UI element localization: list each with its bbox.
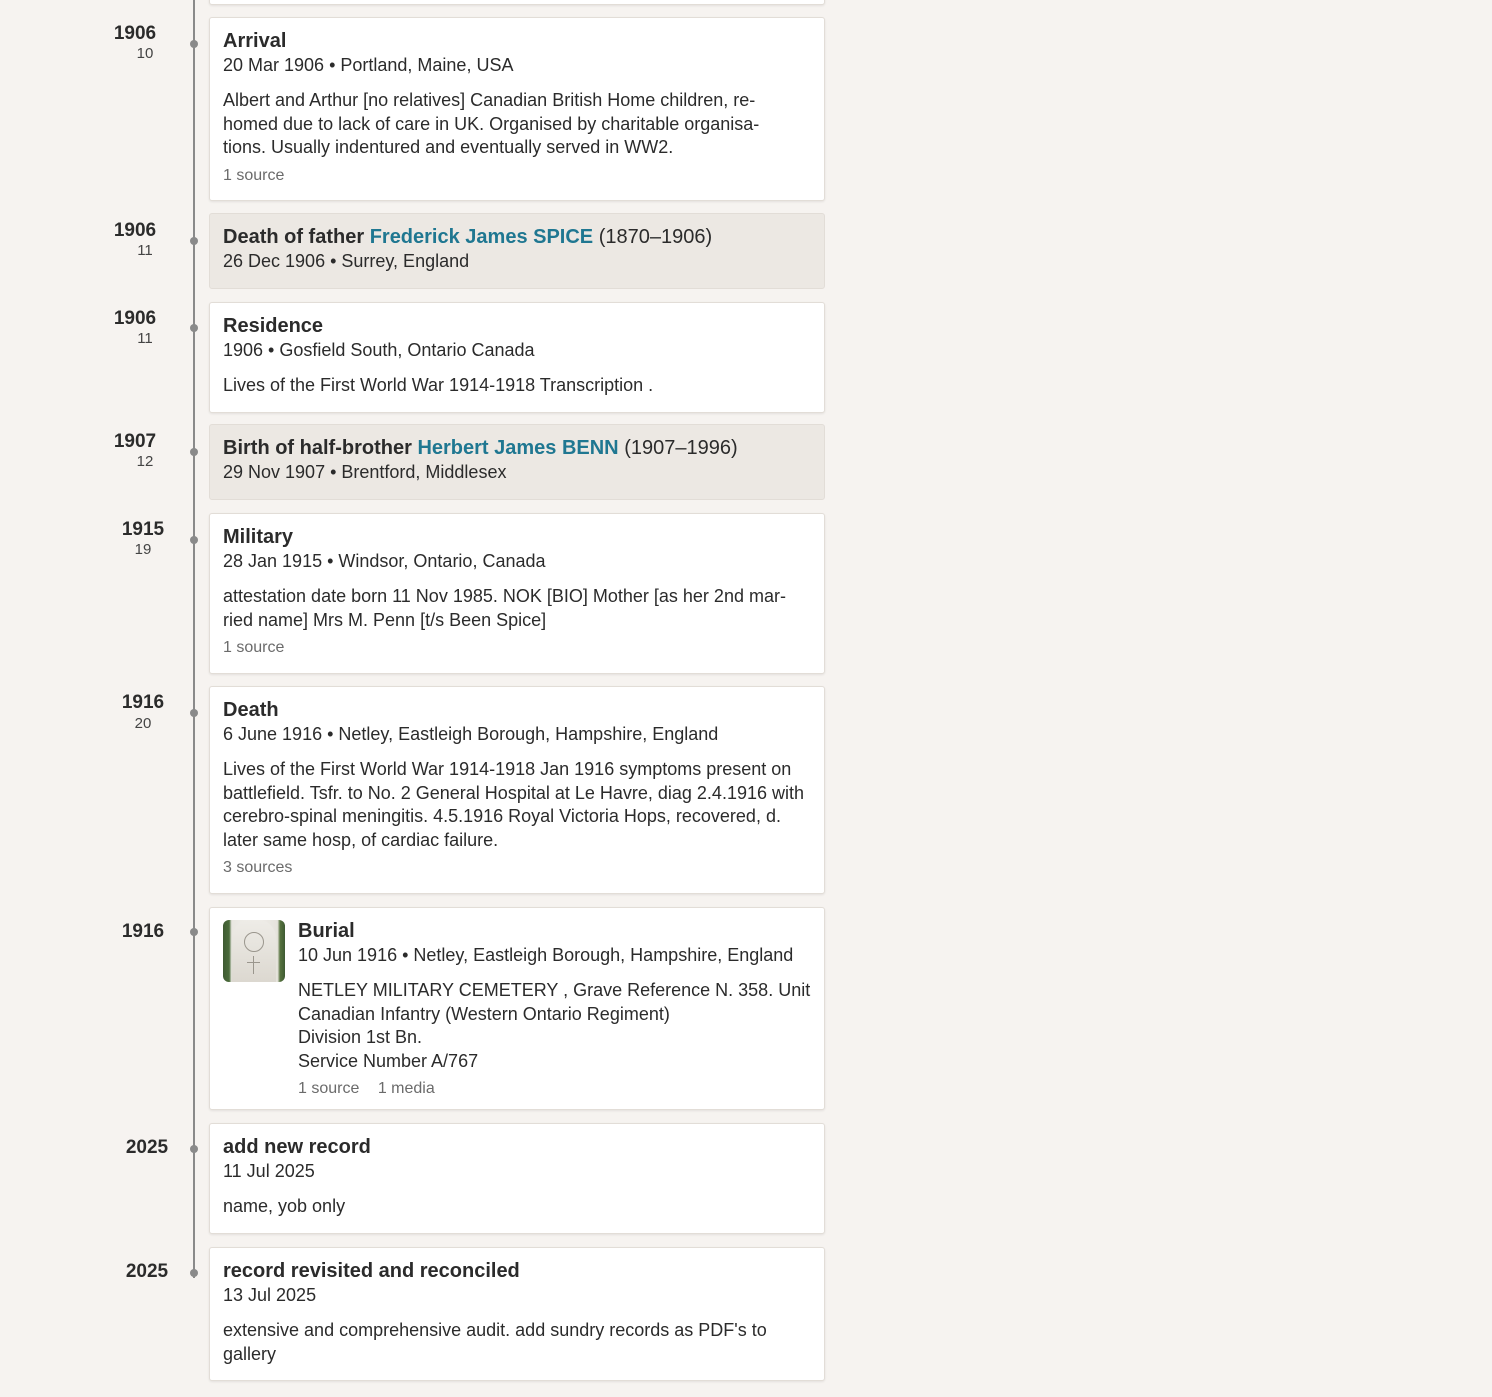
sources-link[interactable]: 1 source — [298, 1080, 360, 1097]
event-year: 2025 — [125, 1137, 169, 1158]
relative-link[interactable]: Herbert James BENN — [417, 437, 619, 459]
event-title: Residence — [223, 315, 324, 337]
event-card-record-revisited[interactable] — [209, 1247, 825, 1381]
event-age: 19 — [134, 541, 152, 558]
event-card-add-new-record[interactable] — [209, 1123, 825, 1234]
event-year: 1906 — [113, 308, 157, 329]
event-card-burial[interactable] — [209, 907, 825, 1110]
event-description: NETLEY MILITARY CEMETERY , Grave Reference N. 358. Unit Canadian Infantry (Western Ontario Regiment) Division 1st Bn. Service Number A/767 — [298, 980, 811, 1071]
sources-link[interactable]: 1 source — [223, 166, 285, 184]
event-title: add new record — [223, 1136, 371, 1158]
event-title: Military — [223, 526, 294, 548]
event-age: 11 — [137, 330, 153, 347]
event-description: Lives of the First World War 1914-1918 Transcription . — [223, 375, 654, 395]
sources-link[interactable]: 3 sources — [223, 859, 293, 876]
event-card-military[interactable] — [209, 513, 825, 674]
sources-link[interactable]: 1 source — [223, 639, 285, 656]
event-age: 12 — [136, 453, 154, 470]
event-card-death-of-father[interactable] — [209, 213, 825, 289]
event-card-arrival[interactable] — [209, 17, 825, 201]
timeline-dot — [190, 536, 198, 544]
event-age: 11 — [137, 242, 153, 259]
timeline-dot — [190, 1145, 198, 1153]
event-year: 1915 — [121, 519, 165, 540]
relative-link[interactable]: Frederick James SPICE — [369, 226, 594, 248]
event-year: 1907 — [113, 431, 157, 452]
event-card-birth-of-half-brother[interactable] — [209, 424, 825, 500]
timeline-dot — [190, 709, 198, 717]
event-title-prefix: Birth of half-brother — [223, 437, 418, 459]
event-year: 1906 — [113, 23, 157, 44]
event-date-place: 6 June 1916 • Netley, Eastleigh Borough, Hampshire, England — [223, 724, 719, 744]
event-date-place: 1906 • Gosfield South, Ontario Canada — [223, 340, 535, 360]
event-date-place: 10 Jun 1916 • Netley, Eastleigh Borough, Hampshire, England — [298, 945, 794, 965]
event-date: 13 Jul 2025 — [223, 1285, 317, 1305]
event-title: record revisited and reconciled — [223, 1260, 520, 1282]
timeline-dot — [190, 448, 198, 456]
headstone-photo-thumbnail[interactable] — [223, 920, 285, 982]
event-date-place: 28 Jan 1915 • Windsor, Ontario, Canada — [223, 551, 546, 571]
timeline-line — [193, 0, 195, 1278]
event-card-death[interactable] — [209, 686, 825, 894]
event-title-prefix: Death of father — [223, 226, 370, 248]
event-description: name, yob only — [223, 1196, 346, 1216]
event-date: 11 Jul 2025 — [223, 1161, 315, 1181]
event-age: 20 — [134, 715, 152, 732]
event-year: 1916 — [121, 921, 165, 942]
event-description: extensive and comprehensive audit. add sundry records as PDF's to gallery — [223, 1320, 767, 1364]
event-year: 2025 — [125, 1261, 169, 1282]
event-description: attestation date born 11 Nov 1985. NOK [BIO] Mother [as her 2nd mar- ried name] Mrs M. Penn [t/s Been Spice] — [223, 586, 786, 630]
event-card-residence[interactable] — [209, 302, 825, 413]
event-date-place: 29 Nov 1907 • Brentford, Middlesex — [223, 462, 507, 482]
event-title: Death — [223, 699, 279, 721]
event-description: Lives of the First World War 1914-1918 Jan 1916 symptoms present on battlefield. Tsfr. to No. 2 General Hospital at Le Havre, diag 2.4.1916 with cerebro-spinal meningitis. 4.5.1916 Royal Victoria Hops, recovered, d. later same hosp, of cardiac failure. — [223, 759, 805, 850]
event-date-place: 20 Mar 1906 • Portland, Maine, USA — [223, 55, 514, 75]
event-title: Burial — [298, 920, 355, 942]
previous-event-card[interactable] — [209, 0, 825, 5]
event-year: 1906 — [113, 220, 157, 241]
timeline-dot — [190, 324, 198, 332]
timeline-dot — [190, 1269, 198, 1277]
event-date-place: 26 Dec 1906 • Surrey, England — [223, 251, 470, 271]
timeline-dot — [190, 928, 198, 936]
event-age: 10 — [136, 45, 154, 62]
relative-years: (1907–1996) — [618, 437, 738, 459]
relative-years: (1870–1906) — [593, 226, 713, 248]
timeline-dot — [190, 237, 198, 245]
event-description: Albert and Arthur [no relatives] Canadian British Home children, re- homed due to lack of care in UK. Organised by charitable organisa- tions. Usually indentured and eventually served in WW2. — [223, 90, 760, 157]
media-link[interactable]: 1 media — [377, 1080, 435, 1097]
event-year: 1916 — [121, 692, 165, 713]
event-title: Arrival — [223, 30, 287, 52]
timeline-dot — [190, 40, 198, 48]
